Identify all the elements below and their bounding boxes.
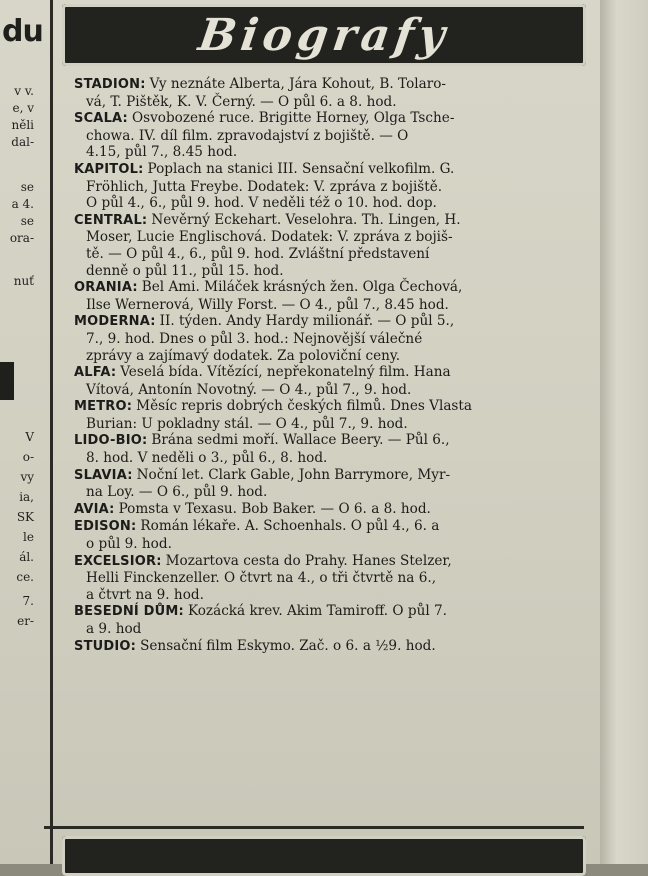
entry-first-line xyxy=(56,364,600,382)
entry-text: Brána sedmi moří. Wallace Beery. — Půl 6., xyxy=(151,432,450,449)
entry-first-line xyxy=(56,279,600,297)
cinema-name: ALFA: xyxy=(74,365,117,381)
entry-text: 8. hod. V neděli o 3., půl 6., 8. hod. xyxy=(86,450,328,467)
left-text-fragment: něli xyxy=(11,118,34,132)
entry-text: a čtvrt na 9. hod. xyxy=(86,586,204,603)
entry-text: Nevěrný Eckehart. Veselohra. Th. Lingen, H. xyxy=(151,211,461,228)
cinema-entry xyxy=(56,467,600,501)
entry-first-line xyxy=(56,212,600,230)
cinema-name: LIDO-BIO: xyxy=(74,433,148,449)
left-text-fragment: nuť xyxy=(13,274,34,288)
cinema-name: STADION: xyxy=(74,77,146,92)
left-column-fragment xyxy=(0,0,48,864)
left-text-fragment: a 4. xyxy=(11,197,34,211)
column-rule xyxy=(50,0,53,864)
entry-text: Kozácká krev. Akim Tamiroff. O půl 7. xyxy=(187,603,447,620)
cinema-entry xyxy=(56,553,600,604)
cinema-name: SLAVIA: xyxy=(74,467,133,483)
cinema-name: METRO: xyxy=(74,399,133,415)
entry-continuation-line xyxy=(56,570,600,587)
entry-text: 4.15, půl 7., 8.45 hod. xyxy=(86,144,238,161)
cinema-name: CENTRAL: xyxy=(74,212,148,228)
entry-text: Pomsta v Texasu. Bob Baker. — O 6. a 8. hod. xyxy=(118,500,431,517)
page-fold xyxy=(600,0,648,864)
cinema-entry xyxy=(56,638,600,656)
cinema-entry xyxy=(56,110,600,161)
entry-text: vá, T. Pištěk, K. V. Černý. — O půl 6. a 8. hod. xyxy=(86,93,397,110)
left-text-fragment: ce. xyxy=(16,570,34,584)
cinema-name: EXCELSIOR: xyxy=(74,553,162,569)
entry-text: zprávy a zajímavý dodatek. Za poloviční ceny. xyxy=(86,347,401,364)
entry-continuation-line xyxy=(56,246,600,263)
entry-text: Vy neznáte Alberta, Jára Kohout, B. Tolaro- xyxy=(149,76,446,92)
left-text-fragment: le xyxy=(23,530,34,544)
left-text-fragment: vy xyxy=(20,470,34,484)
cinema-entry xyxy=(56,603,600,637)
left-text-fragment: er- xyxy=(17,614,34,628)
entry-text: Burian: U pokladny stál. — O 4., půl 7., 9. hod. xyxy=(86,415,408,432)
section-header xyxy=(62,4,586,66)
left-text-fragment: o- xyxy=(22,450,34,464)
cinema-entry xyxy=(56,398,600,432)
cinema-name: AVIA: xyxy=(74,501,115,517)
entry-text: Ilse Wernerová, Willy Forst. — O 4., půl 7., 8.45 hod. xyxy=(86,296,449,313)
left-text-fragment: v v. xyxy=(14,84,34,98)
entry-continuation-line xyxy=(56,229,600,246)
entry-first-line xyxy=(56,398,600,416)
entry-text: Noční let. Clark Gable, John Barrymore, Myr- xyxy=(136,466,451,483)
entry-text: Poplach na stanici III. Sensační velkofilm. G. xyxy=(147,160,455,177)
entry-text: Osvobozené ruce. Brigitte Horney, Olga Tsche- xyxy=(131,110,455,127)
left-masthead-fragment: du xyxy=(2,14,43,49)
cinema-name: SCALA: xyxy=(74,111,128,127)
entry-first-line xyxy=(56,603,600,621)
entry-text: a 9. hod xyxy=(86,621,142,637)
entry-continuation-line xyxy=(56,179,600,196)
entry-continuation-line xyxy=(56,621,600,638)
entry-continuation-line xyxy=(56,94,600,111)
left-text-fragment: ora- xyxy=(9,231,34,245)
entry-first-line xyxy=(56,518,600,536)
left-text-fragment: se xyxy=(20,180,34,194)
entry-text: denně o půl 11., půl 15. hod. xyxy=(86,262,284,279)
entry-first-line xyxy=(56,638,600,656)
footer-rule xyxy=(44,826,584,829)
cinema-listings xyxy=(56,76,600,655)
entry-first-line xyxy=(56,553,600,571)
cinema-entry xyxy=(56,161,600,212)
cinema-entry xyxy=(56,279,600,313)
next-section-header xyxy=(62,836,586,876)
left-text-fragment: ia, xyxy=(19,490,34,504)
cinema-name: EDISON: xyxy=(74,519,137,535)
entry-text: Mozartova cesta do Prahy. Hanes Stelzer, xyxy=(165,552,452,569)
entry-first-line xyxy=(56,467,600,485)
entry-continuation-line xyxy=(56,484,600,501)
left-black-block xyxy=(0,362,14,400)
entry-text: na Loy. — O 6., půl 9. hod. xyxy=(86,484,268,501)
cinema-entry xyxy=(56,518,600,552)
entry-text: o půl 9. hod. xyxy=(86,536,172,553)
entry-continuation-line xyxy=(56,195,600,212)
entry-text: Bel Ami. Miláček krásných žen. Olga Čechová, xyxy=(141,279,463,296)
entry-continuation-line xyxy=(56,331,600,348)
entry-continuation-line xyxy=(56,416,600,433)
left-text-fragment: 7. xyxy=(22,594,34,608)
entry-first-line xyxy=(56,501,600,519)
entry-continuation-line xyxy=(56,587,600,604)
entry-text: 7., 9. hod. Dnes o půl 3. hod.: Nejnovější válečné xyxy=(86,330,423,347)
cinema-entry xyxy=(56,364,600,398)
entry-continuation-line xyxy=(56,263,600,280)
entry-text: Měsíc repris dobrých českých filmů. Dnes Vlasta xyxy=(136,398,472,415)
cinema-name: MODERNA: xyxy=(74,314,156,330)
entry-continuation-line xyxy=(56,536,600,553)
section-title: Biografy xyxy=(195,9,453,61)
entry-first-line xyxy=(56,161,600,179)
entry-text: Fröhlich, Jutta Freybe. Dodatek: V. zpráva z bojiště. xyxy=(86,178,443,195)
entry-text: II. týden. Andy Hardy milionář. — O půl 5., xyxy=(159,313,455,330)
entry-text: Moser, Lucie Englischová. Dodatek: V. zpráva z bojiš- xyxy=(86,229,453,246)
entry-continuation-line xyxy=(56,382,600,399)
left-text-fragment: e, v xyxy=(12,101,34,115)
entry-first-line xyxy=(56,76,600,94)
entry-continuation-line xyxy=(56,297,600,314)
cinema-entry xyxy=(56,501,600,519)
left-text-fragment: SK xyxy=(16,510,34,524)
entry-text: Helli Finckenzeller. O čtvrt na 4., o tři čtvrtě na 6., xyxy=(86,570,437,587)
cinema-name: KAPITOL: xyxy=(74,161,144,177)
entry-first-line xyxy=(56,432,600,450)
entry-text: Sensační film Eskymo. Zač. o 6. a ½9. hod. xyxy=(140,637,436,654)
left-text-fragment: se xyxy=(20,214,34,228)
entry-continuation-line xyxy=(56,450,600,467)
left-text-fragment: dal- xyxy=(11,135,34,149)
entry-first-line xyxy=(56,110,600,128)
cinema-entry xyxy=(56,212,600,279)
cinema-entry xyxy=(56,313,600,364)
entry-text: O půl 4., 6., půl 9. hod. V neděli též o 10. hod. dop. xyxy=(86,195,437,212)
entry-text: Vítová, Antonín Novotný. — O 4., půl 7., 9. hod. xyxy=(86,381,412,398)
cinema-name: ORANIA: xyxy=(74,280,138,296)
cinema-name: BESEDNÍ DŮM: xyxy=(74,604,184,620)
left-text-fragment: V xyxy=(25,430,34,444)
cinema-name: STUDIO: xyxy=(74,638,137,654)
entry-continuation-line xyxy=(56,348,600,365)
entry-text: Veselá bída. Vítězící, nepřekonatelný film. Hana xyxy=(120,364,451,381)
entry-text: Román lékaře. A. Schoenhals. O půl 4., 6. a xyxy=(140,518,440,535)
entry-text: chowa. IV. díl film. zpravodajství z bojiště. — O xyxy=(86,127,409,144)
entry-first-line xyxy=(56,313,600,331)
entry-continuation-line xyxy=(56,144,600,161)
entry-continuation-line xyxy=(56,128,600,145)
cinema-entry xyxy=(56,432,600,466)
entry-text: tě. — O půl 4., 6., půl 9. hod. Zvláštní představení xyxy=(86,245,430,262)
cinema-entry xyxy=(56,76,600,110)
left-text-fragment: ál. xyxy=(19,550,34,564)
